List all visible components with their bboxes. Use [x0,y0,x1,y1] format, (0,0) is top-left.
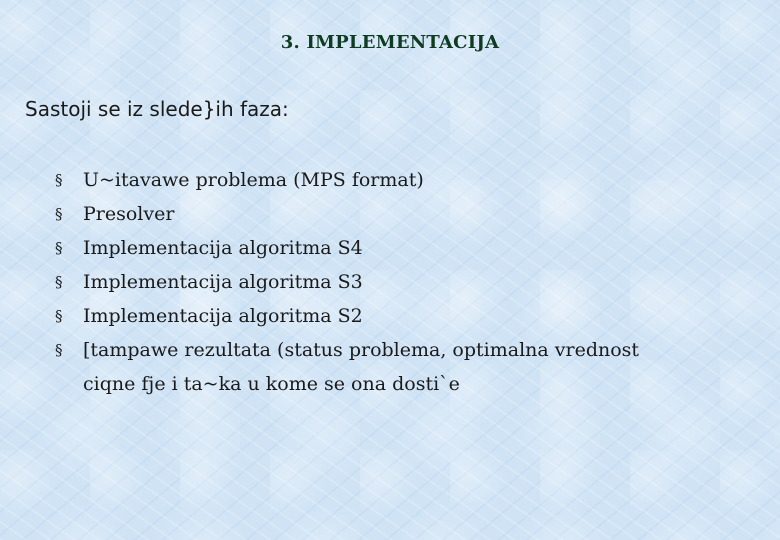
bullet-marker-icon: § [55,341,63,359]
bullet-list [55,163,745,401]
bullet-marker-icon: § [55,171,63,189]
list-item-text: Implementacija algoritma S4 [83,237,363,259]
slide-title: 3. IMPLEMENTACIJA [280,32,500,53]
list-item [55,265,745,299]
bullet-marker-icon: § [55,205,63,223]
list-item-text: Presolver [83,203,175,225]
list-item [55,231,745,265]
bullet-marker-icon: § [55,307,63,325]
list-item-text: U~itavawe problema (MPS format) [83,169,424,191]
bullet-marker-icon: § [55,239,63,257]
list-item [55,333,745,401]
list-item [55,299,745,333]
list-item [55,197,745,231]
list-item-text-continuation: ciqne fje i ta~ka u kome se ona dosti`e [83,373,460,395]
list-item-text: Implementacija algoritma S2 [83,305,363,327]
bullet-marker-icon: § [55,273,63,291]
list-item-text-line: [tampawe rezultata (status problema, optimalna vrednost [83,339,640,361]
list-item [55,163,745,197]
intro-text: Sastoji se iz slede}ih faza: [25,97,289,121]
list-item-text [83,333,745,401]
list-item-text: Implementacija algoritma S3 [83,271,363,293]
